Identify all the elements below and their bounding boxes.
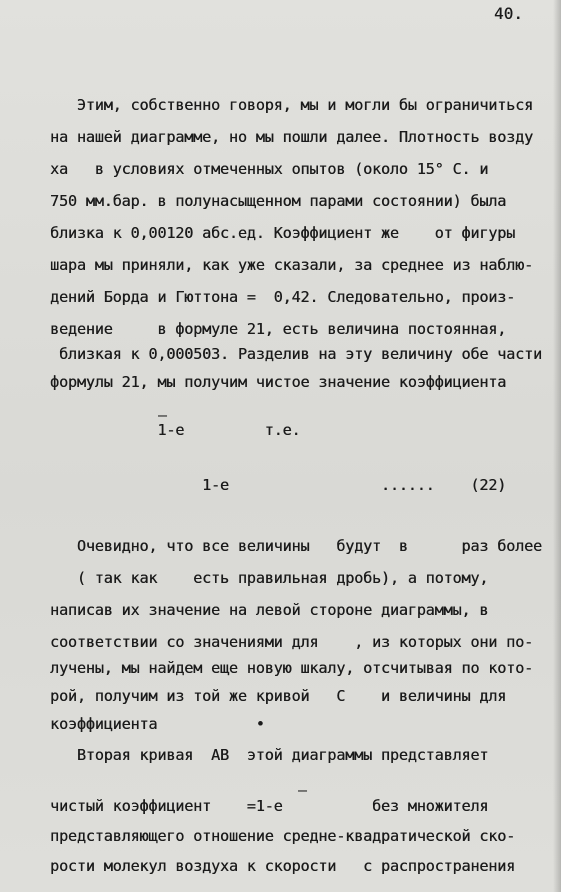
text-line: на нашей диаграмме, но мы пошли далее. Плотность возду xyxy=(50,128,533,146)
text-line: близка к 0,00120 абс.ед. Коэффициент же от фигуры xyxy=(50,224,516,242)
overbar-mark: — xyxy=(298,781,308,799)
formula-line-22: 1-е ...... (22) xyxy=(50,476,507,494)
text-line: чистый коэффициент =1-е без множителя xyxy=(50,797,489,815)
text-line: Очевидно, что все величины будут в раз более xyxy=(50,537,542,555)
text-line: Этим, собственно говоря, мы и могли бы ограничиться xyxy=(50,96,533,114)
text-line: написав их значение на левой стороне диаграммы, в xyxy=(50,601,489,619)
text-line: ха в условиях отмеченных опытов (около 15° С. и xyxy=(50,160,489,178)
text-line: представляющего отношение средне-квадратической ско- xyxy=(50,827,516,845)
text-line: ведение в формуле 21, есть величина постоянная, xyxy=(50,320,507,338)
formula-line: 1-е т.е. xyxy=(50,421,301,439)
text-line: формулы 21, мы получим чистое значение коэффициента xyxy=(50,373,507,391)
text-line: соответствии со значениями для , из которых они по- xyxy=(50,633,533,651)
page-number: 40. xyxy=(494,4,523,23)
text-line: 750 мм.бар. в полунасыщенном парами состоянии) была xyxy=(50,192,507,210)
text-line: шара мы приняли, как уже сказали, за среднее из наблю- xyxy=(50,256,533,274)
overbar-mark: — xyxy=(158,406,168,424)
text-line: коэффициента • xyxy=(50,715,265,733)
text-line: Вторая кривая АВ этой диаграммы представляет xyxy=(50,746,489,764)
text-line: дений Борда и Гюттона = 0,42. Следовательно, произ- xyxy=(50,288,516,306)
text-line: лучены, мы найдем еще новую шкалу, отсчитывая по кото- xyxy=(50,659,533,677)
text-line: рой, получим из той же кривой С и величины для xyxy=(50,687,507,705)
text-line: ( так как есть правильная дробь), а потому, xyxy=(50,569,489,587)
scan-edge-shadow xyxy=(553,0,561,892)
text-line: близкая к 0,000503. Разделив на эту величину обе части xyxy=(50,345,542,363)
text-line: рости молекул воздуха к скорости с распространения xyxy=(50,857,516,875)
